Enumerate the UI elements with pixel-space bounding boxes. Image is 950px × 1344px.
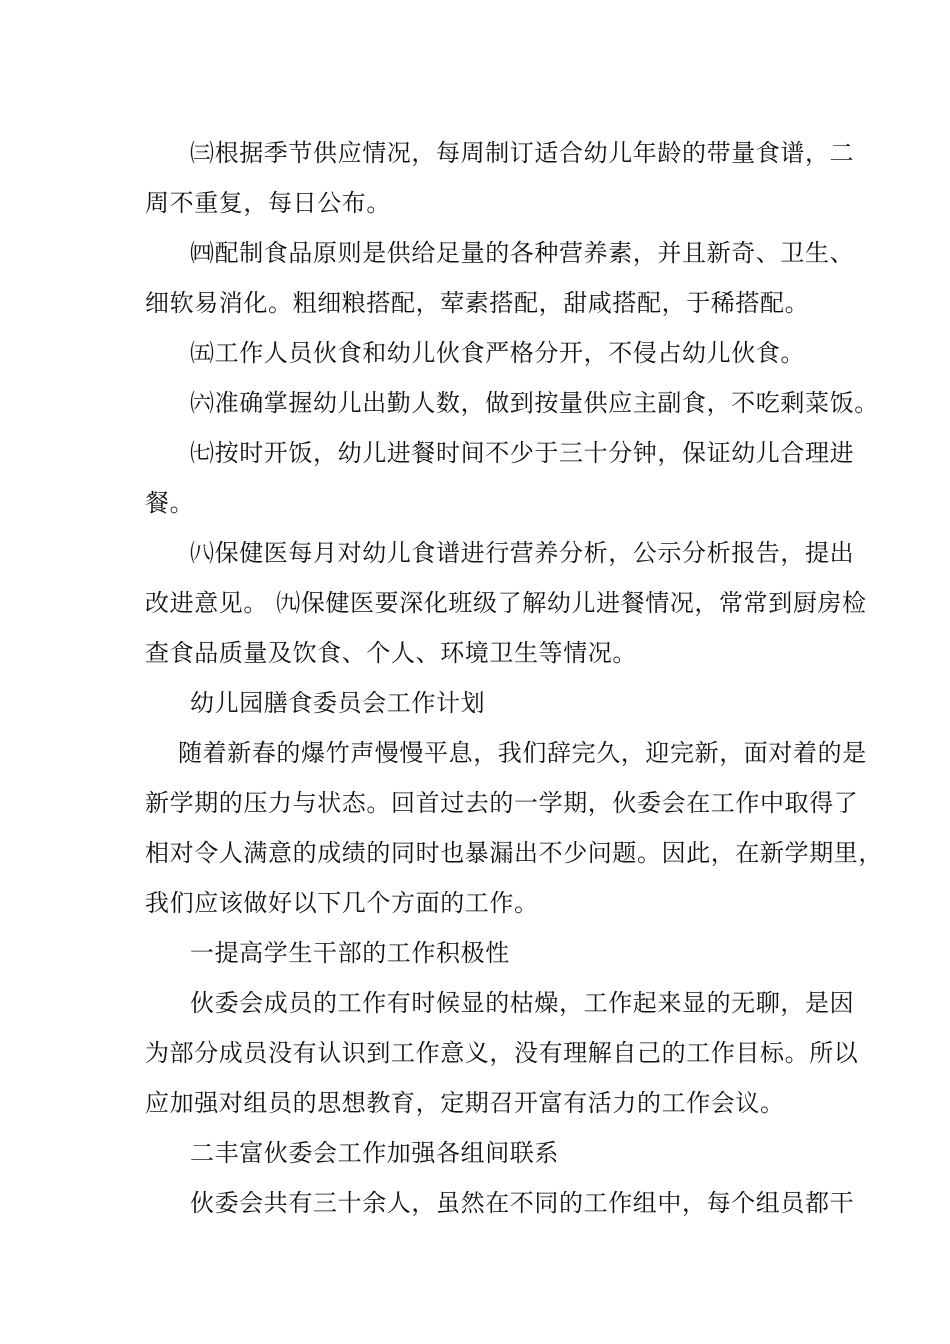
text-line-22: 伙委会共有三十余人，虽然在不同的工作组中，每个组员都干	[190, 1189, 855, 1217]
text-line-6: ㈥准确掌握幼儿出勤人数，做到按量供应主副食，不吃剩菜饭。	[190, 389, 879, 417]
text-line-10: 改进意见。 ㈨保健医要深化班级了解幼儿进餐情况，常常到厨房检	[145, 589, 867, 617]
text-line-3: ㈣配制食品原则是供给足量的各种营养素，并且新奇、卫生、	[190, 239, 855, 267]
text-line-1: ㈢根据季节供应情况，每周制订适合幼儿年龄的带量食谱，二	[190, 139, 855, 167]
text-line-11: 查食品质量及饮食、个人、环境卫生等情况。	[145, 639, 637, 667]
text-line-16: 我们应该做好以下几个方面的工作。	[145, 889, 539, 917]
text-line-18: 伙委会成员的工作有时候显的枯燥，工作起来显的无聊，是因	[190, 989, 855, 1017]
text-line-8: 餐。	[145, 489, 195, 517]
text-line-14: 新学期的压力与状态。回首过去的一学期，伙委会在工作中取得了	[145, 789, 859, 817]
section-heading-plan: 幼儿园膳食委员会工作计划	[190, 689, 486, 717]
text-line-4: 细软易消化。粗细粮搭配，荤素搭配，甜咸搭配，于稀搭配。	[145, 289, 810, 317]
text-line-5: ㈤工作人员伙食和幼儿伙食严格分开，不侵占幼儿伙食。	[190, 339, 805, 367]
text-line-19: 为部分成员没有认识到工作意义，没有理解自己的工作目标。所以	[145, 1039, 859, 1067]
text-line-2: 周不重复，每日公布。	[145, 189, 391, 217]
section-heading-one: 一提高学生干部的工作积极性	[190, 939, 510, 967]
text-line-7: ㈦按时开饭，幼儿进餐时间不少于三十分钟，保证幼儿合理进	[190, 439, 855, 467]
text-line-20: 应加强对组员的思想教育，定期召开富有活力的工作会议。	[145, 1089, 785, 1117]
section-heading-two: 二丰富伙委会工作加强各组间联系	[190, 1139, 559, 1167]
text-line-15: 相对令人满意的成绩的同时也暴漏出不少问题。因此，在新学期里，	[145, 839, 883, 867]
text-line-9: ㈧保健医每月对幼儿食谱进行营养分析，公示分析报告，提出	[190, 539, 855, 567]
text-line-13: 随着新春的爆竹声慢慢平息，我们辞完久，迎完新，面对着的是	[178, 739, 867, 767]
